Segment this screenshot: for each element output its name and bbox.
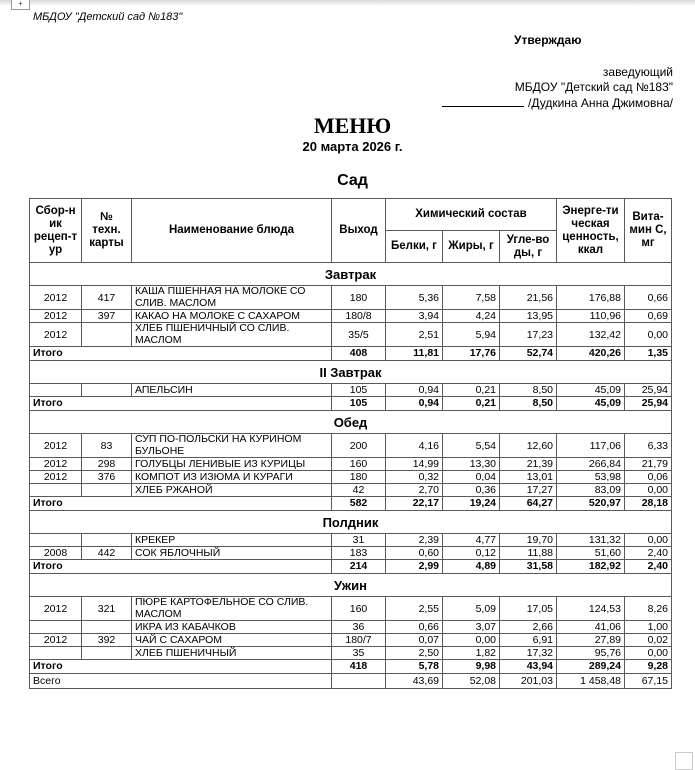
section-title: Ужин: [30, 574, 672, 597]
dish-row: [30, 484, 672, 497]
dish-name-cell: КАША ПШЕННАЯ НА МОЛОКЕ СО СЛИВ. МАСЛОМ: [132, 286, 332, 310]
collection-cell: 2012: [30, 458, 82, 471]
yield-cell: 31: [332, 534, 386, 547]
energy-cell: 51,60: [557, 547, 625, 560]
vitamin-c-cell: 0,00: [625, 534, 672, 547]
dish-name-cell: ИКРА ИЗ КАБАЧКОВ: [132, 621, 332, 634]
section-total-row: [30, 347, 672, 361]
proteins-cell: 2,51: [386, 323, 443, 347]
proteins-cell: 14,99: [386, 458, 443, 471]
dish-name-cell: ХЛЕБ РЖАНОЙ: [132, 484, 332, 497]
col-chem: Химический состав: [386, 199, 557, 231]
carbs-cell: 8,50: [500, 397, 557, 411]
proteins-cell: 2,70: [386, 484, 443, 497]
proteins-cell: 4,16: [386, 434, 443, 458]
yield-cell: 180/7: [332, 634, 386, 647]
tech-card-cell: [82, 323, 132, 347]
fats-cell: 52,08: [443, 674, 500, 689]
energy-cell: 41,06: [557, 621, 625, 634]
vitamin-c-cell: 28,18: [625, 497, 672, 511]
carbs-cell: 201,03: [500, 674, 557, 689]
proteins-cell: 0,94: [386, 384, 443, 397]
vitamin-c-cell: 21,79: [625, 458, 672, 471]
fats-cell: 5,54: [443, 434, 500, 458]
dish-row: [30, 647, 672, 660]
proteins-cell: 11,81: [386, 347, 443, 361]
col-tech-card: № техн. карты: [82, 199, 132, 263]
dish-name-cell: КРЕКЕР: [132, 534, 332, 547]
carbs-cell: 13,01: [500, 471, 557, 484]
dish-row: [30, 634, 672, 647]
approve-label: Утверждаю: [514, 33, 582, 47]
dish-name-cell: ЧАЙ С САХАРОМ: [132, 634, 332, 647]
proteins-cell: 5,78: [386, 660, 443, 674]
yield-cell: 36: [332, 621, 386, 634]
section-total-row: [30, 560, 672, 574]
col-carbs: Угле-во ды, г: [500, 231, 557, 263]
vitamin-c-cell: 8,26: [625, 597, 672, 621]
carbs-cell: 17,23: [500, 323, 557, 347]
proteins-cell: 43,69: [386, 674, 443, 689]
document-title: МЕНЮ: [313, 113, 392, 138]
section-header-row: [30, 411, 672, 434]
yield-cell: 582: [332, 497, 386, 511]
yield-cell: 183: [332, 547, 386, 560]
dish-name-cell: ГОЛУБЦЫ ЛЕНИВЫЕ ИЗ КУРИЦЫ: [132, 458, 332, 471]
energy-cell: 124,53: [557, 597, 625, 621]
section-total-row: [30, 660, 672, 674]
carbs-cell: 12,60: [500, 434, 557, 458]
signature-block: [442, 65, 673, 111]
tech-card-cell: 321: [82, 597, 132, 621]
dish-name-cell: КАКАО НА МОЛОКЕ С САХАРОМ: [132, 310, 332, 323]
yield-cell: 418: [332, 660, 386, 674]
tech-card-cell: 397: [82, 310, 132, 323]
fats-cell: 4,89: [443, 560, 500, 574]
carbs-cell: 8,50: [500, 384, 557, 397]
fats-cell: 17,76: [443, 347, 500, 361]
energy-cell: 132,42: [557, 323, 625, 347]
energy-cell: 83,09: [557, 484, 625, 497]
yield-cell: 180: [332, 286, 386, 310]
yield-cell: 105: [332, 384, 386, 397]
collection-cell: [30, 484, 82, 497]
proteins-cell: 2,50: [386, 647, 443, 660]
signatory-name: /Дудкина Анна Джимовна/: [528, 96, 673, 110]
vitamin-c-cell: 0,00: [625, 647, 672, 660]
tech-card-cell: 376: [82, 471, 132, 484]
collection-cell: [30, 534, 82, 547]
dish-row: [30, 597, 672, 621]
carbs-cell: 43,94: [500, 660, 557, 674]
collection-cell: [30, 621, 82, 634]
carbs-cell: 11,88: [500, 547, 557, 560]
dish-row: [30, 310, 672, 323]
dish-row: [30, 286, 672, 310]
collection-cell: [30, 384, 82, 397]
proteins-cell: 0,32: [386, 471, 443, 484]
collection-cell: 2012: [30, 597, 82, 621]
energy-cell: 53,98: [557, 471, 625, 484]
proteins-cell: 2,99: [386, 560, 443, 574]
grand-total-label: Всего: [30, 674, 332, 689]
section-total-row: [30, 397, 672, 411]
collection-cell: 2012: [30, 434, 82, 458]
section-title: II Завтрак: [30, 361, 672, 384]
proteins-cell: 0,60: [386, 547, 443, 560]
vitamin-c-cell: 0,02: [625, 634, 672, 647]
vitamin-c-cell: 2,40: [625, 547, 672, 560]
dish-name-cell: ПЮРЕ КАРТОФЕЛЬНОЕ СО СЛИВ. МАСЛОМ: [132, 597, 332, 621]
carbs-cell: 6,91: [500, 634, 557, 647]
fats-cell: 0,21: [443, 397, 500, 411]
tech-card-cell: [82, 647, 132, 660]
signatory-line: [442, 95, 673, 111]
dish-row: [30, 384, 672, 397]
energy-cell: 176,88: [557, 286, 625, 310]
yield-cell: 214: [332, 560, 386, 574]
energy-cell: 110,96: [557, 310, 625, 323]
vitamin-c-cell: 67,15: [625, 674, 672, 689]
dish-name-cell: АПЕЛЬСИН: [132, 384, 332, 397]
menu-body: [30, 263, 672, 689]
carbs-cell: 64,27: [500, 497, 557, 511]
signature-underline: [442, 95, 524, 107]
menu-date: 20 марта 2026 г.: [302, 139, 403, 154]
tech-card-cell: [82, 534, 132, 547]
carbs-cell: 13,95: [500, 310, 557, 323]
vitamin-c-cell: 6,33: [625, 434, 672, 458]
energy-cell: 131,32: [557, 534, 625, 547]
fats-cell: 19,24: [443, 497, 500, 511]
position-label: заведующий: [602, 65, 673, 79]
carbs-cell: 17,27: [500, 484, 557, 497]
dish-row: [30, 434, 672, 458]
collection-cell: 2012: [30, 634, 82, 647]
yield-cell: 180/8: [332, 310, 386, 323]
yield-cell: 35/5: [332, 323, 386, 347]
proteins-cell: 0,94: [386, 397, 443, 411]
dish-row: [30, 471, 672, 484]
fats-cell: 7,58: [443, 286, 500, 310]
yield-cell: 160: [332, 458, 386, 471]
yield-cell: 105: [332, 397, 386, 411]
dish-name-cell: СОК ЯБЛОЧНЫЙ: [132, 547, 332, 560]
col-collection: Сбор-н ик рецеп-т ур: [30, 199, 82, 263]
fats-cell: 9,98: [443, 660, 500, 674]
dish-name-cell: КОМПОТ ИЗ ИЗЮМА И КУРАГИ: [132, 471, 332, 484]
col-vitamin-c: Вита-мин С, мг: [625, 199, 672, 263]
dish-row: [30, 621, 672, 634]
collection-cell: 2012: [30, 310, 82, 323]
vitamin-c-cell: 0,66: [625, 286, 672, 310]
proteins-cell: 0,66: [386, 621, 443, 634]
carbs-cell: 2,66: [500, 621, 557, 634]
fats-cell: 5,94: [443, 323, 500, 347]
dish-name-cell: СУП ПО-ПОЛЬСКИ НА КУРИНОМ БУЛЬОНЕ: [132, 434, 332, 458]
vitamin-c-cell: 9,28: [625, 660, 672, 674]
vitamin-c-cell: 0,00: [625, 484, 672, 497]
page-corner-marker: [675, 752, 693, 770]
tech-card-cell: [82, 484, 132, 497]
energy-cell: 1 458,48: [557, 674, 625, 689]
yield-cell: 180: [332, 471, 386, 484]
window-top-edge: [0, 0, 695, 6]
yield-cell: 408: [332, 347, 386, 361]
tech-card-cell: [82, 621, 132, 634]
carbs-cell: 17,32: [500, 647, 557, 660]
grand-total-row: [30, 674, 672, 689]
menu-table: [29, 198, 672, 689]
proteins-cell: 5,36: [386, 286, 443, 310]
vitamin-c-cell: 25,94: [625, 384, 672, 397]
proteins-cell: 22,17: [386, 497, 443, 511]
section-header-row: [30, 574, 672, 597]
total-label: Итого: [30, 347, 332, 361]
energy-cell: 45,09: [557, 397, 625, 411]
vitamin-c-cell: 1,35: [625, 347, 672, 361]
fats-cell: 4,77: [443, 534, 500, 547]
org-name-label: МБДОУ "Детский сад №183": [514, 80, 673, 94]
fats-cell: 0,36: [443, 484, 500, 497]
tech-card-cell: 83: [82, 434, 132, 458]
fats-cell: 3,07: [443, 621, 500, 634]
section-header-row: [30, 263, 672, 286]
vitamin-c-cell: 25,94: [625, 397, 672, 411]
energy-cell: 420,26: [557, 347, 625, 361]
energy-cell: 182,92: [557, 560, 625, 574]
col-energy: Энерге-ти ческая ценность, ккал: [557, 199, 625, 263]
yield-cell: [332, 674, 386, 689]
collection-cell: 2008: [30, 547, 82, 560]
proteins-cell: 2,55: [386, 597, 443, 621]
collection-cell: 2012: [30, 286, 82, 310]
collection-cell: [30, 647, 82, 660]
yield-cell: 160: [332, 597, 386, 621]
yield-cell: 200: [332, 434, 386, 458]
col-fats: Жиры, г: [443, 231, 500, 263]
fats-cell: 1,82: [443, 647, 500, 660]
energy-cell: 520,97: [557, 497, 625, 511]
fats-cell: 0,00: [443, 634, 500, 647]
dish-row: [30, 323, 672, 347]
section-title: Полдник: [30, 511, 672, 534]
proteins-cell: 2,39: [386, 534, 443, 547]
total-label: Итого: [30, 397, 332, 411]
fats-cell: 0,21: [443, 384, 500, 397]
carbs-cell: 52,74: [500, 347, 557, 361]
yield-cell: 35: [332, 647, 386, 660]
proteins-cell: 3,94: [386, 310, 443, 323]
col-proteins: Белки, г: [386, 231, 443, 263]
energy-cell: 45,09: [557, 384, 625, 397]
dish-row: [30, 547, 672, 560]
fats-cell: 0,12: [443, 547, 500, 560]
collection-cell: 2012: [30, 471, 82, 484]
energy-cell: 289,24: [557, 660, 625, 674]
energy-cell: 95,76: [557, 647, 625, 660]
carbs-cell: 17,05: [500, 597, 557, 621]
section-title: Обед: [30, 411, 672, 434]
energy-cell: 27,89: [557, 634, 625, 647]
vitamin-c-cell: 1,00: [625, 621, 672, 634]
dish-row: [30, 534, 672, 547]
col-yield: Выход: [332, 199, 386, 263]
total-label: Итого: [30, 560, 332, 574]
group-name: Сад: [337, 172, 368, 189]
dish-name-cell: ХЛЕБ ПШЕНИЧНЫЙ: [132, 647, 332, 660]
collection-cell: 2012: [30, 323, 82, 347]
total-label: Итого: [30, 497, 332, 511]
tech-card-cell: 392: [82, 634, 132, 647]
vitamin-c-cell: 0,06: [625, 471, 672, 484]
tech-card-cell: 442: [82, 547, 132, 560]
carbs-cell: 21,56: [500, 286, 557, 310]
carbs-cell: 19,70: [500, 534, 557, 547]
energy-cell: 266,84: [557, 458, 625, 471]
yield-cell: 42: [332, 484, 386, 497]
carbs-cell: 21,39: [500, 458, 557, 471]
carbs-cell: 31,58: [500, 560, 557, 574]
tech-card-cell: 417: [82, 286, 132, 310]
fats-cell: 4,24: [443, 310, 500, 323]
table-move-handle-icon[interactable]: +: [11, 0, 30, 10]
energy-cell: 117,06: [557, 434, 625, 458]
vitamin-c-cell: 0,00: [625, 323, 672, 347]
vitamin-c-cell: 0,69: [625, 310, 672, 323]
organization-name: МБДОУ "Детский сад №183": [33, 11, 183, 23]
col-dish-name: Наименование блюда: [132, 199, 332, 263]
proteins-cell: 0,07: [386, 634, 443, 647]
section-header-row: [30, 361, 672, 384]
vitamin-c-cell: 2,40: [625, 560, 672, 574]
tech-card-cell: [82, 384, 132, 397]
fats-cell: 0,04: [443, 471, 500, 484]
tech-card-cell: 298: [82, 458, 132, 471]
total-label: Итого: [30, 660, 332, 674]
dish-row: [30, 458, 672, 471]
dish-name-cell: ХЛЕБ ПШЕНИЧНЫЙ СО СЛИВ. МАСЛОМ: [132, 323, 332, 347]
section-total-row: [30, 497, 672, 511]
fats-cell: 5,09: [443, 597, 500, 621]
section-header-row: [30, 511, 672, 534]
fats-cell: 13,30: [443, 458, 500, 471]
section-title: Завтрак: [30, 263, 672, 286]
